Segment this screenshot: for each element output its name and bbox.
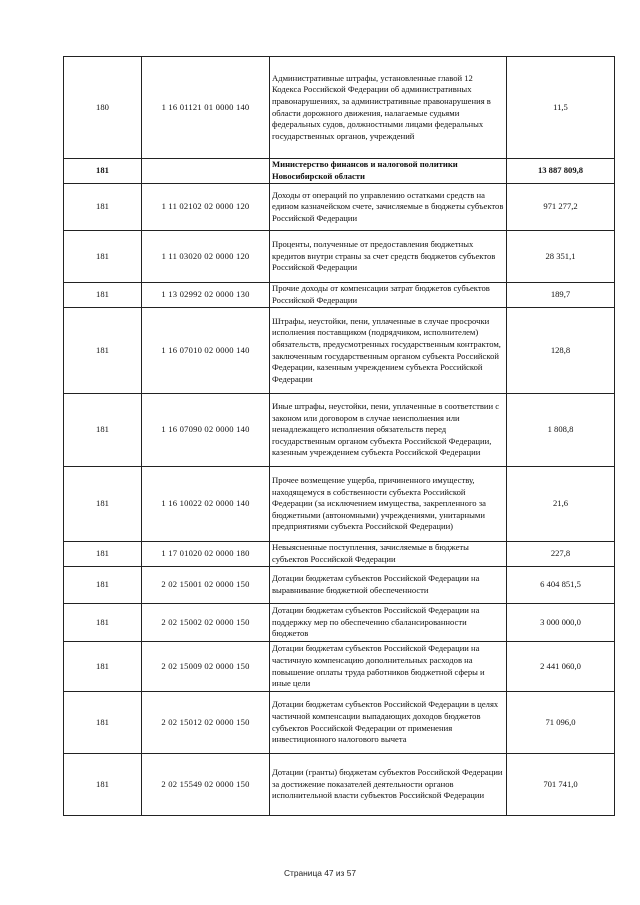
budget-classification-code-cell: 1 13 02992 02 0000 130	[142, 283, 270, 308]
budget-classification-code-cell: 2 02 15009 02 0000 150	[142, 642, 270, 692]
admin-code-cell: 181	[64, 308, 142, 394]
budget-classification-code-cell: 1 16 01121 01 0000 140	[142, 57, 270, 159]
budget-classification-code-cell: 2 02 15002 02 0000 150	[142, 604, 270, 642]
budget-classification-code-cell	[142, 159, 270, 184]
revenue-name-cell: Министерство финансов и налоговой политики Новосибирской области	[270, 159, 507, 184]
amount-cell: 1 808,8	[507, 394, 615, 467]
budget-classification-code-cell: 1 16 07090 02 0000 140	[142, 394, 270, 467]
amount-cell: 28 351,1	[507, 231, 615, 283]
admin-code-cell: 181	[64, 184, 142, 231]
amount-cell: 701 741,0	[507, 754, 615, 816]
admin-code-cell: 181	[64, 642, 142, 692]
revenue-name-cell: Прочее возмещение ущерба, причиненного имуществу, находящемуся в собственности субъекта Российской Федерации (за исключением имущества, закрепленного за бюджетными (автономными) учреждениями, унитарными предприятиями субъекта Российской Федерации)	[270, 467, 507, 542]
table-row	[64, 308, 615, 394]
amount-cell: 11,5	[507, 57, 615, 159]
admin-code-cell: 180	[64, 57, 142, 159]
budget-classification-code-cell: 1 16 07010 02 0000 140	[142, 308, 270, 394]
revenue-name-cell: Административные штрафы, установленные главой 12 Кодекса Российской Федерации об административных правонарушениях, за административные правонарушения в области дорожного движения, налагаемые судьями федеральных судов, должностными лицами федеральных государственных органов, учреждений	[270, 57, 507, 159]
revenue-name-cell: Дотации бюджетам субъектов Российской Федерации в целях частичной компенсации выпадающих доходов бюджетов субъектов Российской Федерации от применения инвестиционного налогового вычета	[270, 692, 507, 754]
admin-code-cell: 181	[64, 394, 142, 467]
revenue-name-cell: Прочие доходы от компенсации затрат бюджетов субъектов Российской Федерации	[270, 283, 507, 308]
revenue-name-cell: Невыясненные поступления, зачисляемые в бюджеты субъектов Российской Федерации	[270, 542, 507, 567]
amount-cell: 71 096,0	[507, 692, 615, 754]
table-row	[64, 57, 615, 159]
table-row	[64, 231, 615, 283]
table-row	[64, 754, 615, 816]
table-row-administrator-header	[64, 159, 615, 184]
budget-classification-code-cell: 2 02 15549 02 0000 150	[142, 754, 270, 816]
revenue-name-cell: Штрафы, неустойки, пени, уплаченные в случае просрочки исполнения поставщиком (подрядчиком, исполнителем) обязательств, предусмотренных государственным контрактом, заключенным государственным органом субъекта Российской Федерации, казенным учреждением субъекта Российской Федерации	[270, 308, 507, 394]
table-row	[64, 394, 615, 467]
budget-classification-code-cell: 1 16 10022 02 0000 140	[142, 467, 270, 542]
table-row	[64, 567, 615, 604]
revenue-name-cell: Дотации бюджетам субъектов Российской Федерации на выравнивание бюджетной обеспеченности	[270, 567, 507, 604]
amount-cell: 6 404 851,5	[507, 567, 615, 604]
revenue-name-cell: Проценты, полученные от предоставления бюджетных кредитов внутри страны за счет средств бюджетов субъектов Российской Федерации	[270, 231, 507, 283]
admin-code-cell: 181	[64, 159, 142, 184]
budget-classification-code-cell: 1 11 03020 02 0000 120	[142, 231, 270, 283]
budget-revenue-table	[63, 56, 615, 816]
table-row	[64, 642, 615, 692]
admin-code-cell: 181	[64, 692, 142, 754]
admin-code-cell: 181	[64, 231, 142, 283]
amount-cell: 13 887 809,8	[507, 159, 615, 184]
admin-code-cell: 181	[64, 283, 142, 308]
revenue-name-cell: Дотации бюджетам субъектов Российской Федерации на поддержку мер по обеспечению сбалансированности бюджетов	[270, 604, 507, 642]
budget-classification-code-cell: 1 11 02102 02 0000 120	[142, 184, 270, 231]
table-row	[64, 467, 615, 542]
table-body	[64, 57, 615, 816]
budget-classification-code-cell: 2 02 15012 02 0000 150	[142, 692, 270, 754]
amount-cell: 3 000 000,0	[507, 604, 615, 642]
amount-cell: 227,8	[507, 542, 615, 567]
budget-classification-code-cell: 1 17 01020 02 0000 180	[142, 542, 270, 567]
page-number: Страница 47 из 57	[283, 868, 357, 878]
table-row	[64, 542, 615, 567]
admin-code-cell: 181	[64, 467, 142, 542]
revenue-name-cell: Дотации (гранты) бюджетам субъектов Российской Федерации за достижение показателей деятельности органов исполнительной власти субъектов Российской Федерации	[270, 754, 507, 816]
revenue-name-cell: Иные штрафы, неустойки, пени, уплаченные в соответствии с законом или договором в случае неисполнения или ненадлежащего исполнения обязательств перед государственным органом субъекта Российской Федерации, казенным учреждением субъекта Российской Федерации	[270, 394, 507, 467]
table-row	[64, 184, 615, 231]
admin-code-cell: 181	[64, 754, 142, 816]
table-row	[64, 692, 615, 754]
admin-code-cell: 181	[64, 604, 142, 642]
admin-code-cell: 181	[64, 542, 142, 567]
amount-cell: 2 441 060,0	[507, 642, 615, 692]
amount-cell: 189,7	[507, 283, 615, 308]
admin-code-cell: 181	[64, 567, 142, 604]
revenue-name-cell: Доходы от операций по управлению остатками средств на едином казначейском счете, зачисляемые в бюджеты субъектов Российской Федерации	[270, 184, 507, 231]
table-row	[64, 604, 615, 642]
budget-classification-code-cell: 2 02 15001 02 0000 150	[142, 567, 270, 604]
amount-cell: 21,6	[507, 467, 615, 542]
amount-cell: 128,8	[507, 308, 615, 394]
revenue-name-cell: Дотации бюджетам субъектов Российской Федерации на частичную компенсацию дополнительных расходов на повышение оплаты труда работников бюджетной сферы и иные цели	[270, 642, 507, 692]
amount-cell: 971 277,2	[507, 184, 615, 231]
table-row	[64, 283, 615, 308]
